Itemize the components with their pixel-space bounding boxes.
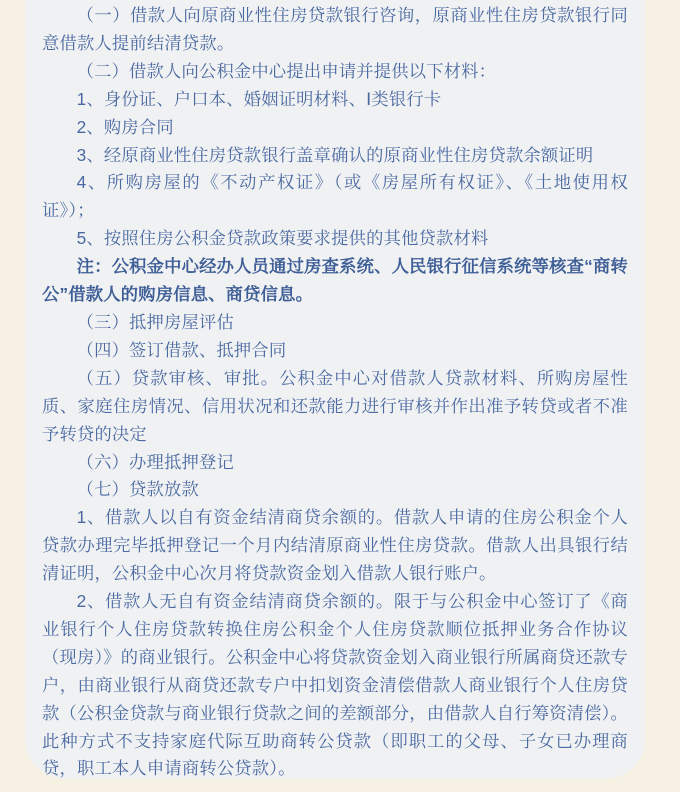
paragraph-material-3: 3、经原商业性住房贷款银行盖章确认的原商业性住房贷款余额证明 bbox=[76, 144, 594, 165]
paragraph-step3: （三）抵押房屋评估 bbox=[76, 311, 234, 332]
paragraph-material-1: 1、身份证、户口本、婚姻证明材料、Ⅰ类银行卡 bbox=[76, 88, 442, 109]
paragraph-step5: （五）贷款审核、审批。公积金中心对借款人贷款材料、所购房屋性质、家庭住房情况、信用状况和还款能力进行审核并作出准予转贷或者不准予转贷的决定 bbox=[42, 367, 628, 444]
article-card bbox=[25, 0, 645, 779]
paragraph-material-4: 4、所购房屋的《不动产权证》（或《房屋所有权证》、《土地使用权证》）； bbox=[42, 172, 628, 221]
paragraph-step4: （四）签订借款、抵押合同 bbox=[76, 339, 287, 360]
paragraph-step7: （七）贷款放款 bbox=[76, 479, 199, 500]
paragraph-material-2: 2、购房合同 bbox=[76, 116, 174, 137]
paragraph-disburse-1: 1、借款人以自有资金结清商贷余额的。借款人申请的住房公积金个人贷款办理完毕抵押登记一个月内结清原商业性住房贷款。借款人出具银行结清证明，公积金中心次月将贷款资金划入借款人银行账户。 bbox=[42, 507, 628, 584]
paragraph-disburse-2: 2、借款人无自有资金结清商贷余额的。限于与公积金中心签订了《商业银行个人住房贷款转换住房公积金个人住房贷款顺位抵押业务合作协议（现房）》的商业银行。公积金中心将贷款资金划入商业银行所属商贷还款专户，由商业银行从商贷还款专户中扣划资金清偿借款人商业银行个人住房贷款（公积金贷款与商业银行贷款之间的差额部分，由借款人自行筹资清偿）。此种方式不支持家庭代际互助商转公贷款（即职工的父母、子女已办理商贷，职工本人申请商转公贷款）。 bbox=[42, 591, 628, 779]
paragraph-step6: （六）办理抵押登记 bbox=[76, 451, 234, 472]
paragraph-step2: （二）借款人向公积金中心提出申请并提供以下材料： bbox=[76, 60, 497, 81]
paragraph-note: 注：公积金中心经办人员通过房查系统、人民银行征信系统等核查“商转公”借款人的购房信息、商贷信息。 bbox=[42, 256, 628, 305]
paragraph-step1: （一）借款人向原商业性住房贷款银行咨询，原商业性住房贷款银行同意借款人提前结清贷款。 bbox=[42, 5, 628, 53]
paragraph-material-5: 5、按照住房公积金贷款政策要求提供的其他贷款材料 bbox=[76, 228, 489, 249]
